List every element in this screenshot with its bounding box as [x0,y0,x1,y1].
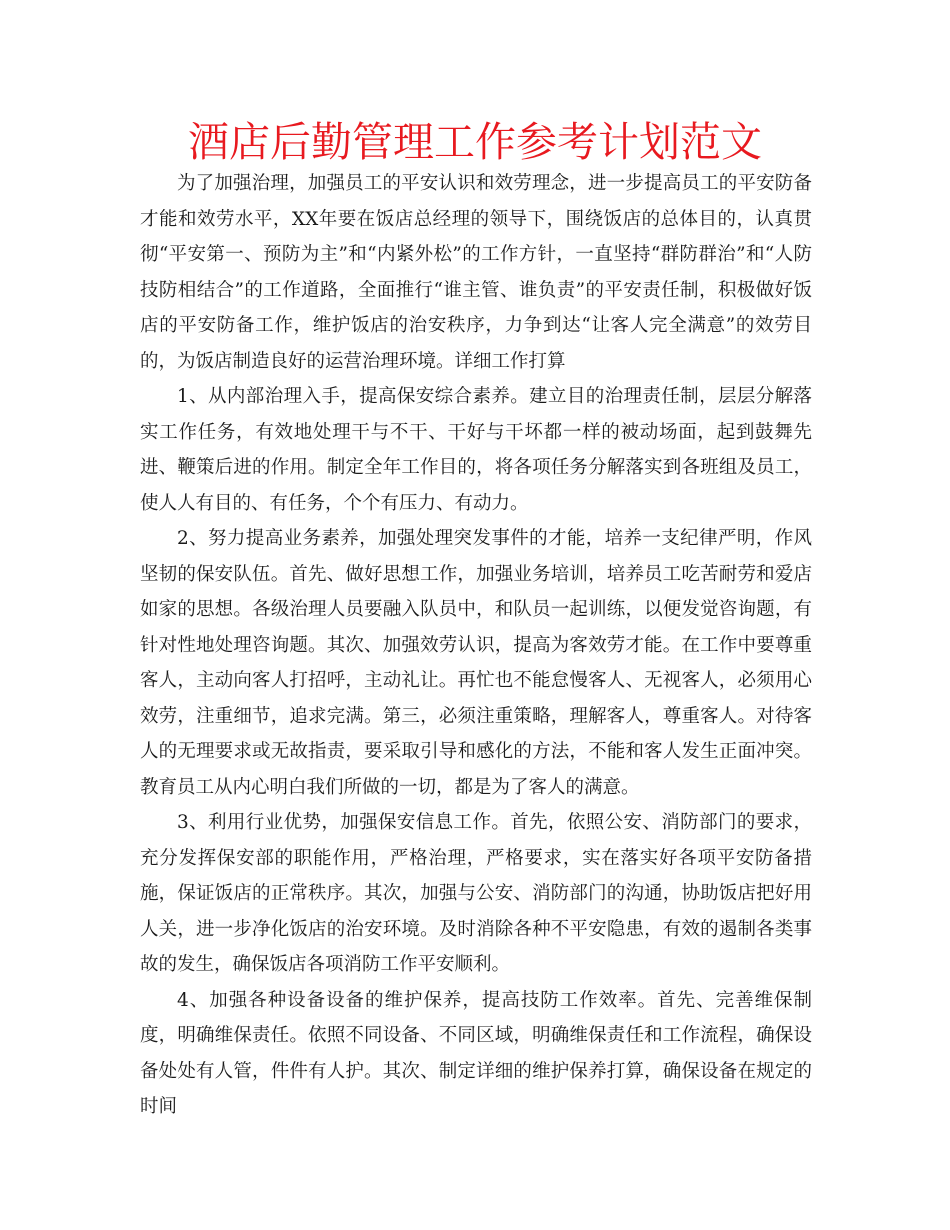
document-title: 酒店后勤管理工作参考计划范文 [188,118,762,166]
paragraph-intro: 为了加强治理，加强员工的平安认识和效劳理念，进一步提高员工的平安防备才能和效劳水平，XX年要在饭店总经理的领导下，围绕饭店的总体目的，认真贯彻“平安第一、预防为主”和“内紧外松”的工作方针，一直坚持“群防群治”和“人防技防相结合”的工作道路，全面推行“谁主管、谁负责”的平安责任制，积极做好饭店的平安防备工作，维护饭店的治安秩序，力争到达“让客人完全满意”的效劳目的，为饭店制造良好的运营治理环境。详细工作打算 [140,173,812,372]
paragraph-item-2: 2、努力提高业务素养，加强处理突发事件的才能，培养一支纪律严明，作风坚韧的保安队伍。首先、做好思想工作，加强业务培训，培养员工吃苦耐劳和爱店如家的思想。各级治理人员要融入队员中，和队员一起训练，以便发觉咨询题，有针对性地处理咨询题。其次、加强效劳认识，提高为客效劳才能。在工作中要尊重客人，主动向客人打招呼，主动礼让。再忙也不能怠慢客人、无视客人，必须用心效劳，注重细节，追求完满。第三，必须注重策略，理解客人，尊重客人。对待客人的无理要求或无故指责，要采取引导和感化的方法，不能和客人发生正面冲突。教育员工从内心明白我们所做的一切，都是为了客人的满意。 [140,528,812,798]
paragraph-item-3: 3、利用行业优势，加强保安信息工作。首先，依照公安、消防部门的要求，充分发挥保安部的职能作用，严格治理，严格要求，实在落实好各项平安防备措施，保证饭店的正常秩序。其次，加强与公安、消防部门的沟通，协助饭店把好用人关，进一步净化饭店的治安环境。及时消除各种不平安隐患，有效的遏制各类事故的发生，确保饭店各项消防工作平安顺利。 [140,812,812,975]
document-body [140,166,812,1125]
paragraph-item-1: 1、从内部治理入手，提高保安综合素养。建立目的治理责任制，层层分解落实工作任务，有效地处理干与不干、干好与干坏都一样的被动场面，起到鼓舞先进、鞭策后进的作用。制定全年工作目的，将各项任务分解落实到各班组及员工，使人人有目的、有任务，个个有压力、有动力。 [140,386,812,514]
paragraph-item-4: 4、加强各种设备设备的维护保养，提高技防工作效率。首先、完善维保制度，明确维保责任。依照不同设备、不同区域，明确维保责任和工作流程，确保设备处处有人管，件件有人护。其次、制定详细的维护保养打算，确保设备在规定的时间 [140,989,812,1117]
